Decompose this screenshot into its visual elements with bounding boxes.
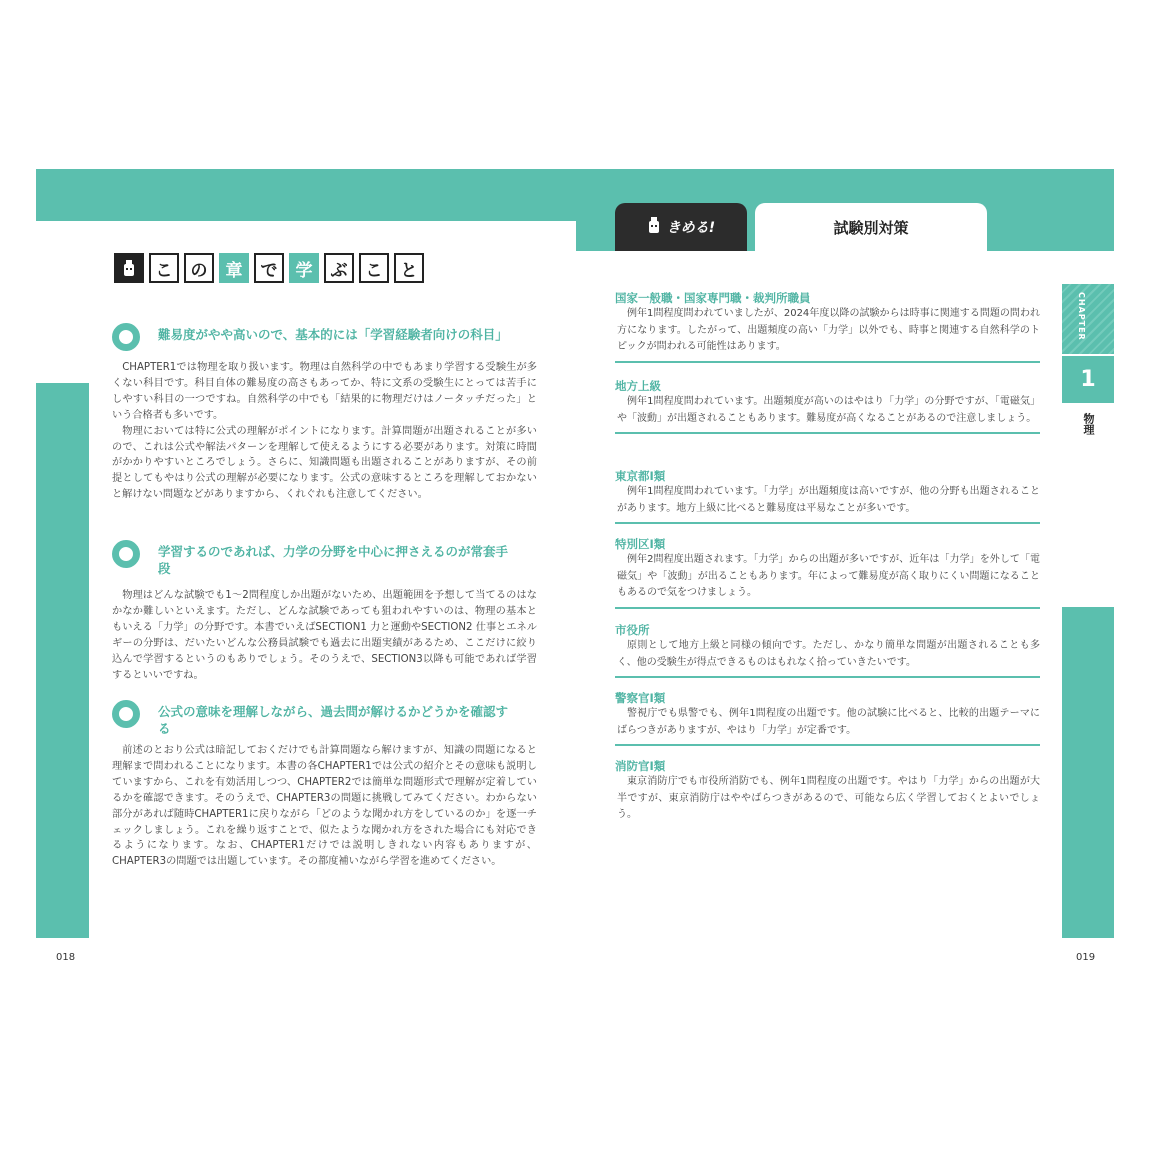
exam-body: 例年1問程度問われています。出題頻度が高いのはやはり「力学」の分野ですが、「電磁気」や「波動」が出題されることもあります。難易度が高くなることがあるので注意しましょう。 [617,396,1040,424]
divider [615,432,1040,434]
section-body [112,743,537,870]
section-paragraph: 物理はどんな試験でも1～2問程度しか出題がないため、出題範囲を予想して当てるのはなかなか難しいといえます。ただし、どんな試験であっても狙われやすいのは、物理の基本ともいえる「力学」の分野です。本書でいえばSECTION1 力と運動やSECTION2 仕事とエネルギーの分野は、だいたいどんな公務員試験でも過去に出題実績があるため、ここだけに絞り込んで学習するというのもありでしょう。そのうえで、SECTION3以降も可能であれば学習するといいですね。 [112,590,537,681]
section-heading: 学習するのであれば、力学の分野を中心に押さえるのが常套手段 [158,544,509,576]
divider [615,744,1040,746]
mascot-icon [647,216,661,238]
exam-strategy-tab: 試験別対策 [755,203,987,251]
section-past-exams [112,700,542,920]
page-number-left: 018 [56,952,76,963]
section-body [112,360,537,503]
exam-name: 消防官Ⅰ類 [615,759,666,773]
title-char: の [184,253,214,283]
kimeru-tab [615,203,747,251]
title-char: 学 [289,253,319,283]
divider [615,522,1040,524]
divider [615,607,1040,609]
section-body [112,588,537,683]
exam-item [615,758,1040,828]
section-paragraph: CHAPTER1では物理を取り扱います。物理は自然科学の中でもあまり学習する受験生が多くない科目です。科目自体の難易度の高さもあってか、特に文系の受験生にとっては苦手にしやすい科目の一つですね。自然科学の中でも「結果的に物理だけはノータッチだった」という合格者も多いです。 [112,362,537,421]
exam-body: 警視庁でも県警でも、例年1問程度の出題です。他の試験に比べると、比較的出題テーマにばらつきがありますが、やはり「力学」が定番です。 [617,708,1040,736]
title-char: と [394,253,424,283]
exam-item [615,378,1040,466]
exam-item [615,290,1040,370]
divider [615,361,1040,363]
exam-name: 警察官Ⅰ類 [615,691,666,705]
exam-name: 東京都Ⅰ類 [615,469,666,483]
mascot-icon [114,253,144,283]
exam-name: 特別区Ⅰ類 [615,537,666,551]
exam-item [615,690,1040,752]
title-char: こ [359,253,389,283]
circle-bullet-icon [112,540,140,568]
circle-bullet-icon [112,323,140,351]
exam-list [615,290,1040,828]
title-char: 章 [219,253,249,283]
kimeru-label: きめる! [666,220,716,236]
section-paragraph: 物理においては特に公式の理解がポイントになります。計算問題が出題されることが多いので、これは公式や解法パターンを理解して使えるようにする必要があります。対策に時間がかかりやすいところでしょう。さらに、知識問題も出題されることがありますが、その前提としてもやはり公式の理解が必要になります。公式の意味するところを理解しておかないと解けない問題などがありますから、くれぐれも注意してください。 [112,425,537,501]
exam-name: 国家一般職・国家専門職・裁判所職員 [615,291,811,305]
exam-item [615,536,1040,616]
exam-body: 例年1問程度問われています。「力学」が出題頻度は高いですが、他の分野も出題されることがあります。地方上級に比べると難易度は平易なことが多いです。 [617,486,1040,514]
exam-body: 例年2問程度出題されます。「力学」からの出題が多いですが、近年は「力学」を外して「電磁気」や「波動」が出ることもあります。年によって難易度が高く取りにくい問題になることもあるので気をつけましょう。 [617,554,1040,599]
exam-body: 例年1問程度問われていましたが、2024年度以降の試験からは時事に関連する問題の問われ方になります。したがって、出題頻度の高い「力学」以外でも、時事と関連する自然科学のトピックが問われる可能性はあります。 [617,308,1040,353]
page-number-right: 019 [1076,952,1096,963]
exam-name: 市役所 [615,623,650,637]
exam-body: 東京消防庁でも市役所消防でも、例年1問程度の出題です。やはり「力学」からの出題が大半ですが、東京消防庁はややばらつきがあるので、可能なら広く学習しておくとよいでしょう。 [617,776,1040,821]
chapter-subject: 物理 [1082,413,1095,435]
chapter-label: CHAPTER [1077,292,1086,341]
circle-bullet-icon [112,700,140,728]
section-difficulty [112,323,542,538]
chapter-tab [1062,284,1114,354]
chapter-learning-title [114,253,424,283]
section-heading: 公式の意味を理解しながら、過去問が解けるかどうかを確認する [158,704,509,736]
chapter-number: 1 [1062,356,1114,403]
title-char: で [254,253,284,283]
title-char: ぶ [324,253,354,283]
left-side-bar [36,383,89,938]
exam-body: 原則として地方上級と同様の傾向です。ただし、かなり簡単な問題が出題されることも多く、他の受験生が得点できるものはもれなく拾っていきたいです。 [617,640,1040,668]
section-mechanics [112,540,542,695]
section-paragraph: 前述のとおり公式は暗記しておくだけでも計算問題なら解けますが、知識の問題になると理解まで問われることになります。本書の各CHAPTER1では公式の紹介とその意味も説明していますから、これを有効活用しつつ、CHAPTER2では簡単な問題形式で理解が定着しているかを確認できます。そのうえで、CHAPTER3の問題に挑戦してみてください。わからない部分があれば随時CHAPTER1に戻りながら「どのような聞かれ方をしているのか」を逐一チェックしましょう。これを繰り返すことで、似たような聞かれ方をされた場合にも対応できるようになります。なお、CHAPTER1だけでは説明しきれない内容もありますが、CHAPTER3の問題では出題しています。その都度補いながら学習を進めてください。 [112,745,537,868]
title-char: こ [149,253,179,283]
section-heading: 難易度がやや高いので、基本的には「学習経験者向けの科目」 [158,327,508,342]
right-side-bar [1062,607,1114,938]
exam-item [615,622,1040,684]
exam-item [615,468,1040,530]
exam-name: 地方上級 [615,379,661,393]
divider [615,676,1040,678]
